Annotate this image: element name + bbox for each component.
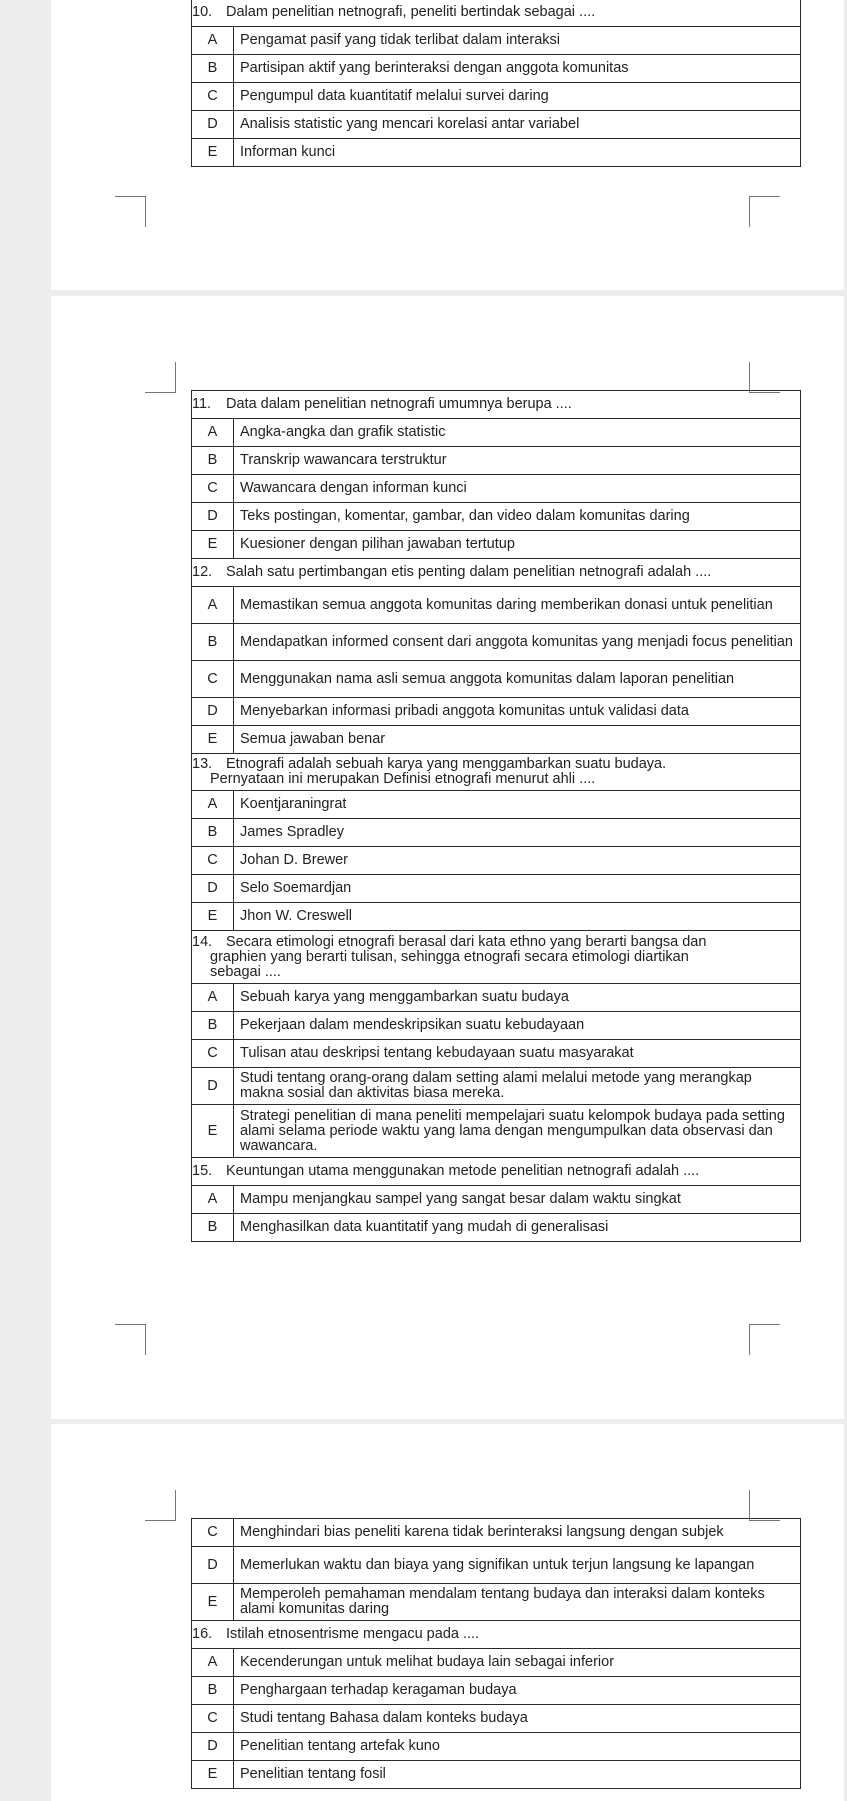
option-text: Jhon W. Creswell xyxy=(234,903,801,931)
option-letter: E xyxy=(192,903,234,931)
option-letter: E xyxy=(192,1584,234,1621)
option-text: James Spradley xyxy=(234,819,801,847)
option-text: Wawancara dengan informan kunci xyxy=(234,475,801,503)
margin-corner-mark xyxy=(145,362,176,393)
option-row xyxy=(192,791,801,819)
option-row xyxy=(192,55,801,83)
option-letter: D xyxy=(192,1547,234,1584)
option-text: Menghasilkan data kuantitatif yang mudah di generalisasi xyxy=(234,1214,801,1242)
option-row xyxy=(192,661,801,698)
margin-corner-mark xyxy=(749,362,780,393)
option-row xyxy=(192,984,801,1012)
question-row xyxy=(192,0,801,27)
option-letter: C xyxy=(192,847,234,875)
question-row xyxy=(192,931,801,984)
option-row xyxy=(192,475,801,503)
option-row xyxy=(192,819,801,847)
option-letter: A xyxy=(192,587,234,624)
option-text: Johan D. Brewer xyxy=(234,847,801,875)
option-row xyxy=(192,624,801,661)
option-letter: E xyxy=(192,1105,234,1158)
option-row xyxy=(192,83,801,111)
question-table-10 xyxy=(191,0,801,167)
option-letter: A xyxy=(192,419,234,447)
option-row xyxy=(192,503,801,531)
option-letter: D xyxy=(192,698,234,726)
option-row xyxy=(192,139,801,167)
option-row xyxy=(192,1214,801,1242)
option-row xyxy=(192,1105,801,1158)
option-text: Pengamat pasif yang tidak terlibat dalam interaksi xyxy=(234,27,801,55)
option-text: Teks postingan, komentar, gambar, dan video dalam komunitas daring xyxy=(234,503,801,531)
option-text: Selo Soemardjan xyxy=(234,875,801,903)
option-text: Mendapatkan informed consent dari anggota komunitas yang menjadi focus penelitian xyxy=(234,624,801,661)
option-letter: C xyxy=(192,1705,234,1733)
margin-corner-mark xyxy=(145,1490,176,1521)
option-text: Angka-angka dan grafik statistic xyxy=(234,419,801,447)
option-text: Studi tentang Bahasa dalam konteks budaya xyxy=(234,1705,801,1733)
document-page-3 xyxy=(51,1424,844,1801)
option-row xyxy=(192,27,801,55)
question-row xyxy=(192,391,801,419)
option-letter: C xyxy=(192,661,234,698)
question-row xyxy=(192,1158,801,1186)
option-text: Semua jawaban benar xyxy=(234,726,801,754)
question-text: 13. Etnografi adalah sebuah karya yang menggambarkan suatu budaya. Pernyataan ini merupakan Definisi etnografi menurut ahli .... xyxy=(192,754,801,791)
option-text: Memerlukan waktu dan biaya yang signifikan untuk terjun langsung ke lapangan xyxy=(234,1547,801,1584)
option-text: Mampu menjangkau sampel yang sangat besar dalam waktu singkat xyxy=(234,1186,801,1214)
option-row xyxy=(192,903,801,931)
option-letter: E xyxy=(192,531,234,559)
option-letter: E xyxy=(192,1761,234,1789)
option-row xyxy=(192,1761,801,1789)
margin-corner-mark xyxy=(749,1490,780,1521)
question-table-15-16 xyxy=(191,1518,801,1789)
option-letter: A xyxy=(192,984,234,1012)
option-letter: A xyxy=(192,1186,234,1214)
option-letter: B xyxy=(192,819,234,847)
option-text: Pekerjaan dalam mendeskripsikan suatu kebudayaan xyxy=(234,1012,801,1040)
option-row xyxy=(192,726,801,754)
question-text: 12. Salah satu pertimbangan etis penting dalam penelitian netnografi adalah .... xyxy=(192,559,801,587)
option-row xyxy=(192,698,801,726)
margin-corner-mark xyxy=(115,196,146,227)
option-letter: C xyxy=(192,475,234,503)
margin-corner-mark xyxy=(749,1324,780,1355)
option-text: Koentjaraningrat xyxy=(234,791,801,819)
option-text: Tulisan atau deskripsi tentang kebudayaan suatu masyarakat xyxy=(234,1040,801,1068)
document-page-2 xyxy=(51,296,844,1419)
question-text: 11. Data dalam penelitian netnografi umumnya berupa .... xyxy=(192,391,801,419)
margin-corner-mark xyxy=(115,1324,146,1355)
question-row xyxy=(192,754,801,791)
option-row xyxy=(192,531,801,559)
option-text: Kuesioner dengan pilihan jawaban tertutup xyxy=(234,531,801,559)
option-letter: D xyxy=(192,503,234,531)
option-letter: A xyxy=(192,791,234,819)
margin-corner-mark xyxy=(749,196,780,227)
option-letter: B xyxy=(192,447,234,475)
option-row xyxy=(192,419,801,447)
option-text: Analisis statistic yang mencari korelasi antar variabel xyxy=(234,111,801,139)
option-letter: C xyxy=(192,1519,234,1547)
question-row xyxy=(192,1621,801,1649)
option-row xyxy=(192,1677,801,1705)
option-text: Penelitian tentang artefak kuno xyxy=(234,1733,801,1761)
option-letter: B xyxy=(192,55,234,83)
question-table-11-15 xyxy=(191,390,801,1242)
option-letter: B xyxy=(192,1677,234,1705)
option-row xyxy=(192,875,801,903)
option-text: Kecenderungan untuk melihat budaya lain sebagai inferior xyxy=(234,1649,801,1677)
document-page-1 xyxy=(51,0,844,290)
option-letter: D xyxy=(192,111,234,139)
option-row xyxy=(192,1547,801,1584)
option-text: Strategi penelitian di mana peneliti mempelajari suatu kelompok budaya pada setting alami selama periode waktu yang lama dengan mengumpulkan data observasi dan wawancara. xyxy=(234,1105,801,1158)
option-letter: A xyxy=(192,1649,234,1677)
option-row xyxy=(192,1705,801,1733)
question-row xyxy=(192,559,801,587)
option-row xyxy=(192,1584,801,1621)
option-letter: D xyxy=(192,1068,234,1105)
option-letter: D xyxy=(192,875,234,903)
option-text: Memastikan semua anggota komunitas daring memberikan donasi untuk penelitian xyxy=(234,587,801,624)
option-text: Menggunakan nama asli semua anggota komunitas dalam laporan penelitian xyxy=(234,661,801,698)
option-row xyxy=(192,111,801,139)
question-text: 14. Secara etimologi etnografi berasal dari kata ethno yang berarti bangsa dan graphien yang berarti tulisan, sehingga etnografi secara etimologi diartikan sebagai .... xyxy=(192,931,801,984)
option-row xyxy=(192,447,801,475)
option-text: Menghindari bias peneliti karena tidak berinteraksi langsung dengan subjek xyxy=(234,1519,801,1547)
option-row xyxy=(192,587,801,624)
option-text: Sebuah karya yang menggambarkan suatu budaya xyxy=(234,984,801,1012)
option-letter: C xyxy=(192,83,234,111)
option-text: Penelitian tentang fosil xyxy=(234,1761,801,1789)
option-text: Transkrip wawancara terstruktur xyxy=(234,447,801,475)
option-letter: B xyxy=(192,624,234,661)
option-row xyxy=(192,1068,801,1105)
question-text: 10. Dalam penelitian netnografi, peneliti bertindak sebagai .... xyxy=(192,0,801,27)
option-letter: E xyxy=(192,139,234,167)
option-row xyxy=(192,1733,801,1761)
option-text: Memperoleh pemahaman mendalam tentang budaya dan interaksi dalam konteks alami komunitas daring xyxy=(234,1584,801,1621)
option-row xyxy=(192,1649,801,1677)
option-row xyxy=(192,1519,801,1547)
option-letter: B xyxy=(192,1012,234,1040)
option-letter: A xyxy=(192,27,234,55)
option-row xyxy=(192,1012,801,1040)
option-text: Penghargaan terhadap keragaman budaya xyxy=(234,1677,801,1705)
option-text: Studi tentang orang-orang dalam setting alami melalui metode yang merangkap makna sosial dan aktivitas biasa mereka. xyxy=(234,1068,801,1105)
option-letter: B xyxy=(192,1214,234,1242)
option-letter: D xyxy=(192,1733,234,1761)
question-text: 16. Istilah etnosentrisme mengacu pada .... xyxy=(192,1621,801,1649)
option-letter: E xyxy=(192,726,234,754)
option-row xyxy=(192,1040,801,1068)
option-letter: C xyxy=(192,1040,234,1068)
option-row xyxy=(192,847,801,875)
option-text: Pengumpul data kuantitatif melalui survei daring xyxy=(234,83,801,111)
option-text: Menyebarkan informasi pribadi anggota komunitas untuk validasi data xyxy=(234,698,801,726)
option-row xyxy=(192,1186,801,1214)
question-text: 15. Keuntungan utama menggunakan metode penelitian netnografi adalah .... xyxy=(192,1158,801,1186)
option-text: Partisipan aktif yang berinteraksi dengan anggota komunitas xyxy=(234,55,801,83)
option-text: Informan kunci xyxy=(234,139,801,167)
